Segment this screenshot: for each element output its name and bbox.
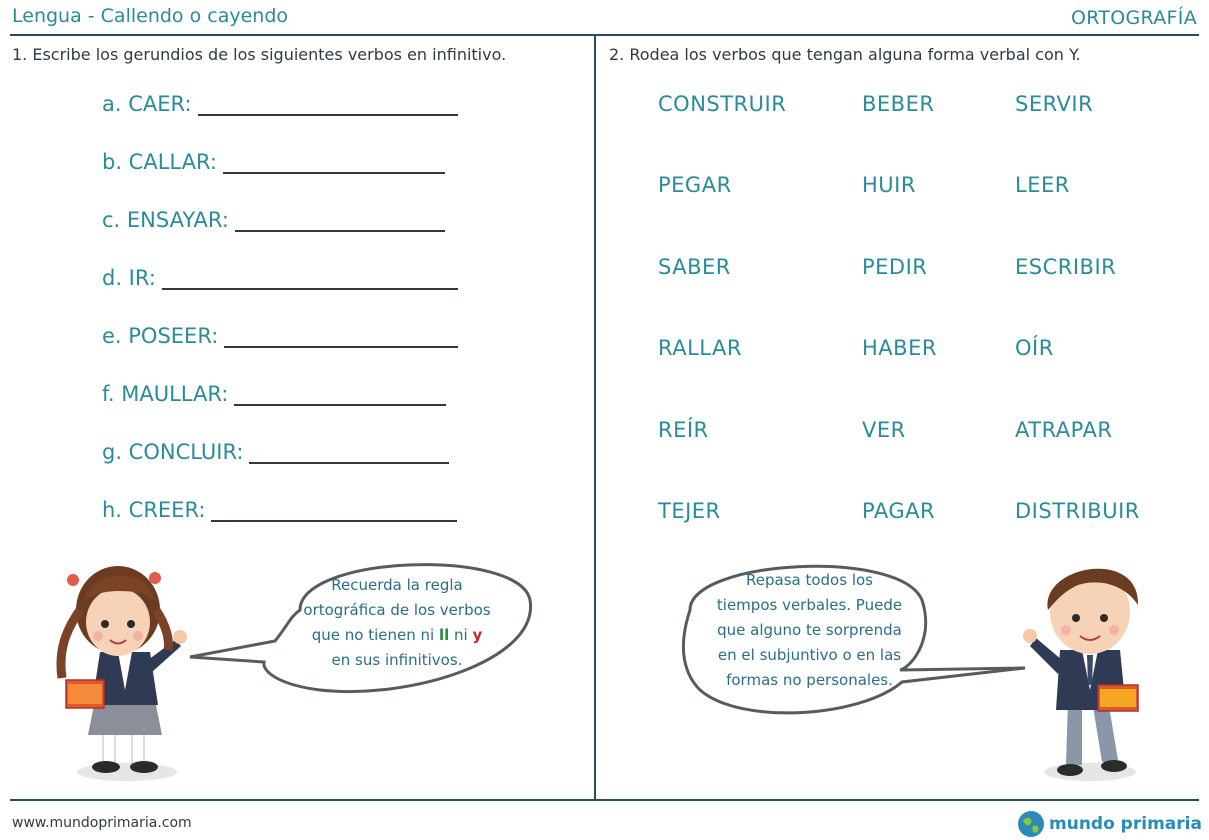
verb-option[interactable]: PAGAR [862, 498, 936, 523]
footer-url[interactable]: www.mundoprimaria.com [12, 815, 192, 831]
tip-bubble-right [703, 568, 916, 693]
verb-option[interactable]: PEGAR [658, 173, 732, 198]
ll-highlight: ll [438, 626, 450, 644]
page-title: Lengua - Callendo o cayendo [12, 5, 289, 27]
exercise-2-instruction: 2. Rodea los verbos que tengan alguna forma verbal con Y. [609, 45, 1081, 64]
tip-line: en el subjuntivo o en las [717, 646, 902, 664]
verb-option[interactable]: REÍR [658, 417, 709, 442]
tip-line: en sus infinitivos. [331, 651, 463, 669]
verb-option[interactable]: RALLAR [658, 336, 742, 361]
verb-option[interactable]: ATRAPAR [1015, 417, 1113, 442]
category-label: ORTOGRAFÍA [1070, 7, 1197, 29]
logo-text: mundo primaria [1049, 814, 1202, 834]
verb-option[interactable]: SERVIR [1015, 92, 1094, 116]
verb-option[interactable]: OÍR [1015, 336, 1054, 361]
tip-line: que alguno te sorprenda [717, 621, 902, 639]
exercise-1-instruction: 1. Escribe los gerundios de los siguientes verbos en infinitivo. [12, 45, 507, 64]
verb-label: b. CALLAR: [102, 150, 217, 174]
verb-option[interactable]: SABER [658, 254, 731, 279]
tip-line: Recuerda la regla [331, 576, 463, 594]
tip-line: tiempos verbales. Puede [716, 596, 903, 614]
verb-label: d. IR: [102, 266, 156, 290]
tip-bubble-left [290, 573, 504, 673]
tip-line: formas no personales. [726, 671, 893, 689]
verb-option[interactable]: PEDIR [862, 254, 928, 279]
verb-option[interactable]: VER [862, 417, 906, 442]
verb-option[interactable]: DISTRIBUIR [1015, 498, 1140, 523]
verb-label: c. ENSAYAR: [102, 208, 229, 232]
brand-logo[interactable] [1017, 810, 1202, 838]
verb-option[interactable]: HABER [862, 336, 937, 361]
verb-label: a. CAER: [102, 92, 192, 116]
verb-option[interactable]: ESCRIBIR [1015, 254, 1117, 279]
boy-illustration [1023, 569, 1138, 781]
tip-text: que no tienen ni [311, 626, 435, 644]
verb-label: h. CREER: [102, 498, 206, 522]
verb-label: e. POSEER: [102, 324, 219, 348]
verb-option[interactable]: HUIR [862, 173, 916, 198]
girl-illustration [61, 566, 187, 781]
tip-line: Repasa todos los [746, 571, 873, 589]
tip-line [290, 623, 504, 648]
tip-line: ortográfica de los verbos [303, 601, 491, 619]
tip-text: ni [454, 626, 468, 644]
globe-icon [1017, 810, 1045, 838]
verb-label: f. MAULLAR: [102, 382, 229, 406]
y-highlight: y [472, 626, 483, 644]
verb-option[interactable]: TEJER [658, 498, 721, 523]
verb-option[interactable]: LEER [1015, 173, 1070, 198]
verb-label: g. CONCLUIR: [102, 440, 244, 464]
verb-option[interactable]: CONSTRUIR [658, 92, 787, 116]
verb-option[interactable]: BEBER [862, 92, 935, 116]
